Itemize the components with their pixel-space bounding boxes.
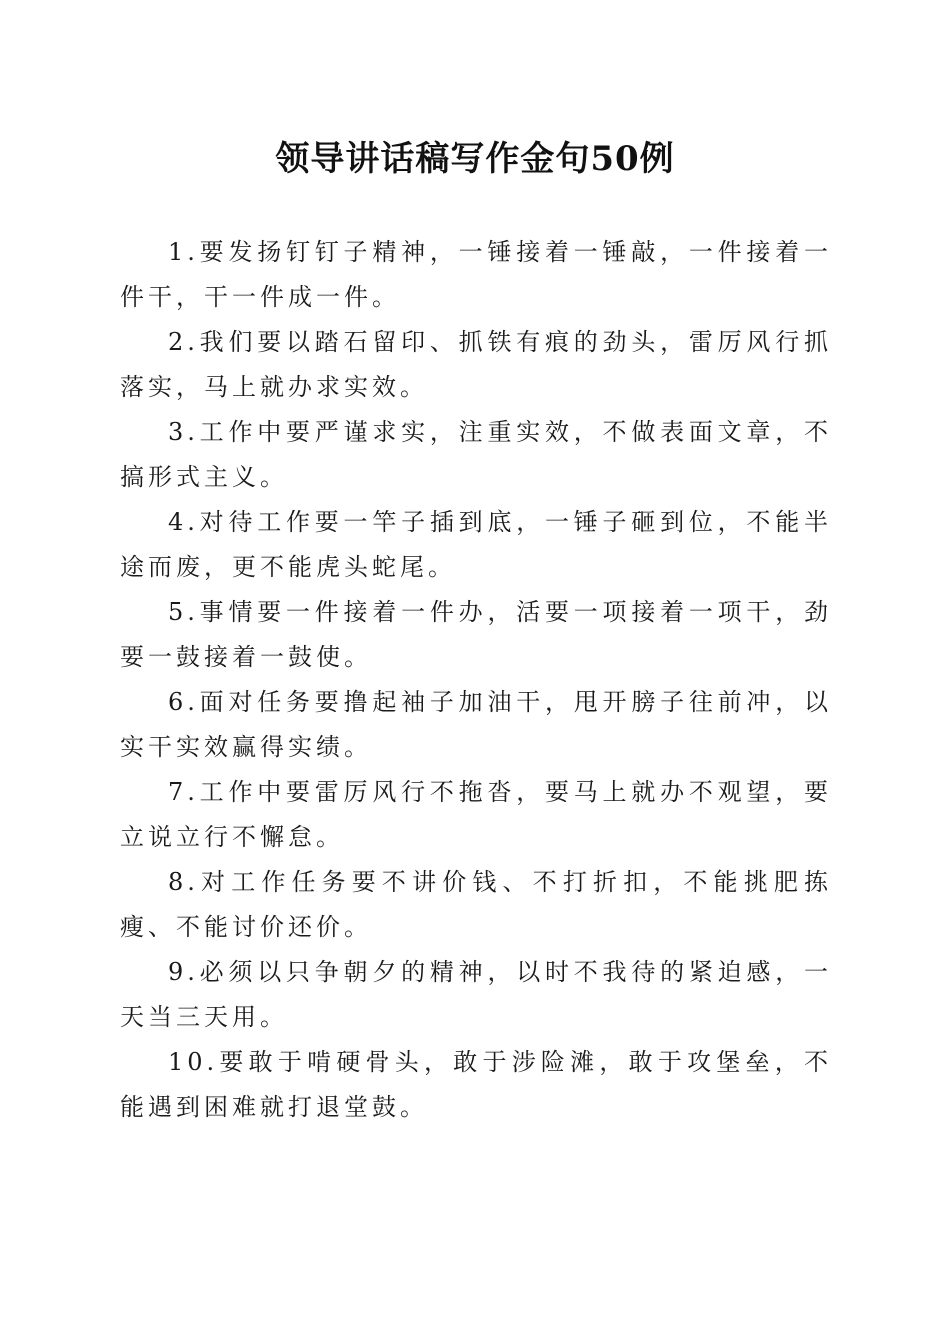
paragraph-6: 6.面对任务要撸起袖子加油干，甩开膀子往前冲，以实干实效赢得实绩。 <box>120 688 832 761</box>
paragraph-8: 8.对工作任务要不讲价钱、不打折扣，不能挑肥拣瘦、不能讨价还价。 <box>120 868 832 941</box>
paragraph-10: 10.要敢于啃硬骨头，敢于涉险滩，敢于攻堡垒，不能遇到困难就打退堂鼓。 <box>120 1048 832 1121</box>
document-title: 领导讲话稿写作金句50例 <box>275 139 675 179</box>
paragraph-7: 7.工作中要雷厉风行不拖沓，要马上就办不观望，要立说立行不懈怠。 <box>120 778 832 851</box>
document-body <box>120 230 832 1130</box>
paragraph-2: 2.我们要以踏石留印、抓铁有痕的劲头，雷厉风行抓落实，马上就办求实效。 <box>120 328 832 401</box>
paragraph-4: 4.对待工作要一竿子插到底，一锤子砸到位，不能半途而废，更不能虎头蛇尾。 <box>120 508 832 581</box>
paragraph-9: 9.必须以只争朝夕的精神，以时不我待的紧迫感，一天当三天用。 <box>120 958 832 1031</box>
paragraph-3: 3.工作中要严谨求实，注重实效，不做表面文章，不搞形式主义。 <box>120 418 832 491</box>
paragraph-1: 1.要发扬钉钉子精神，一锤接着一锤敲，一件接着一件干，干一件成一件。 <box>120 238 832 311</box>
paragraph-5: 5.事情要一件接着一件办，活要一项接着一项干，劲要一鼓接着一鼓使。 <box>120 598 832 671</box>
